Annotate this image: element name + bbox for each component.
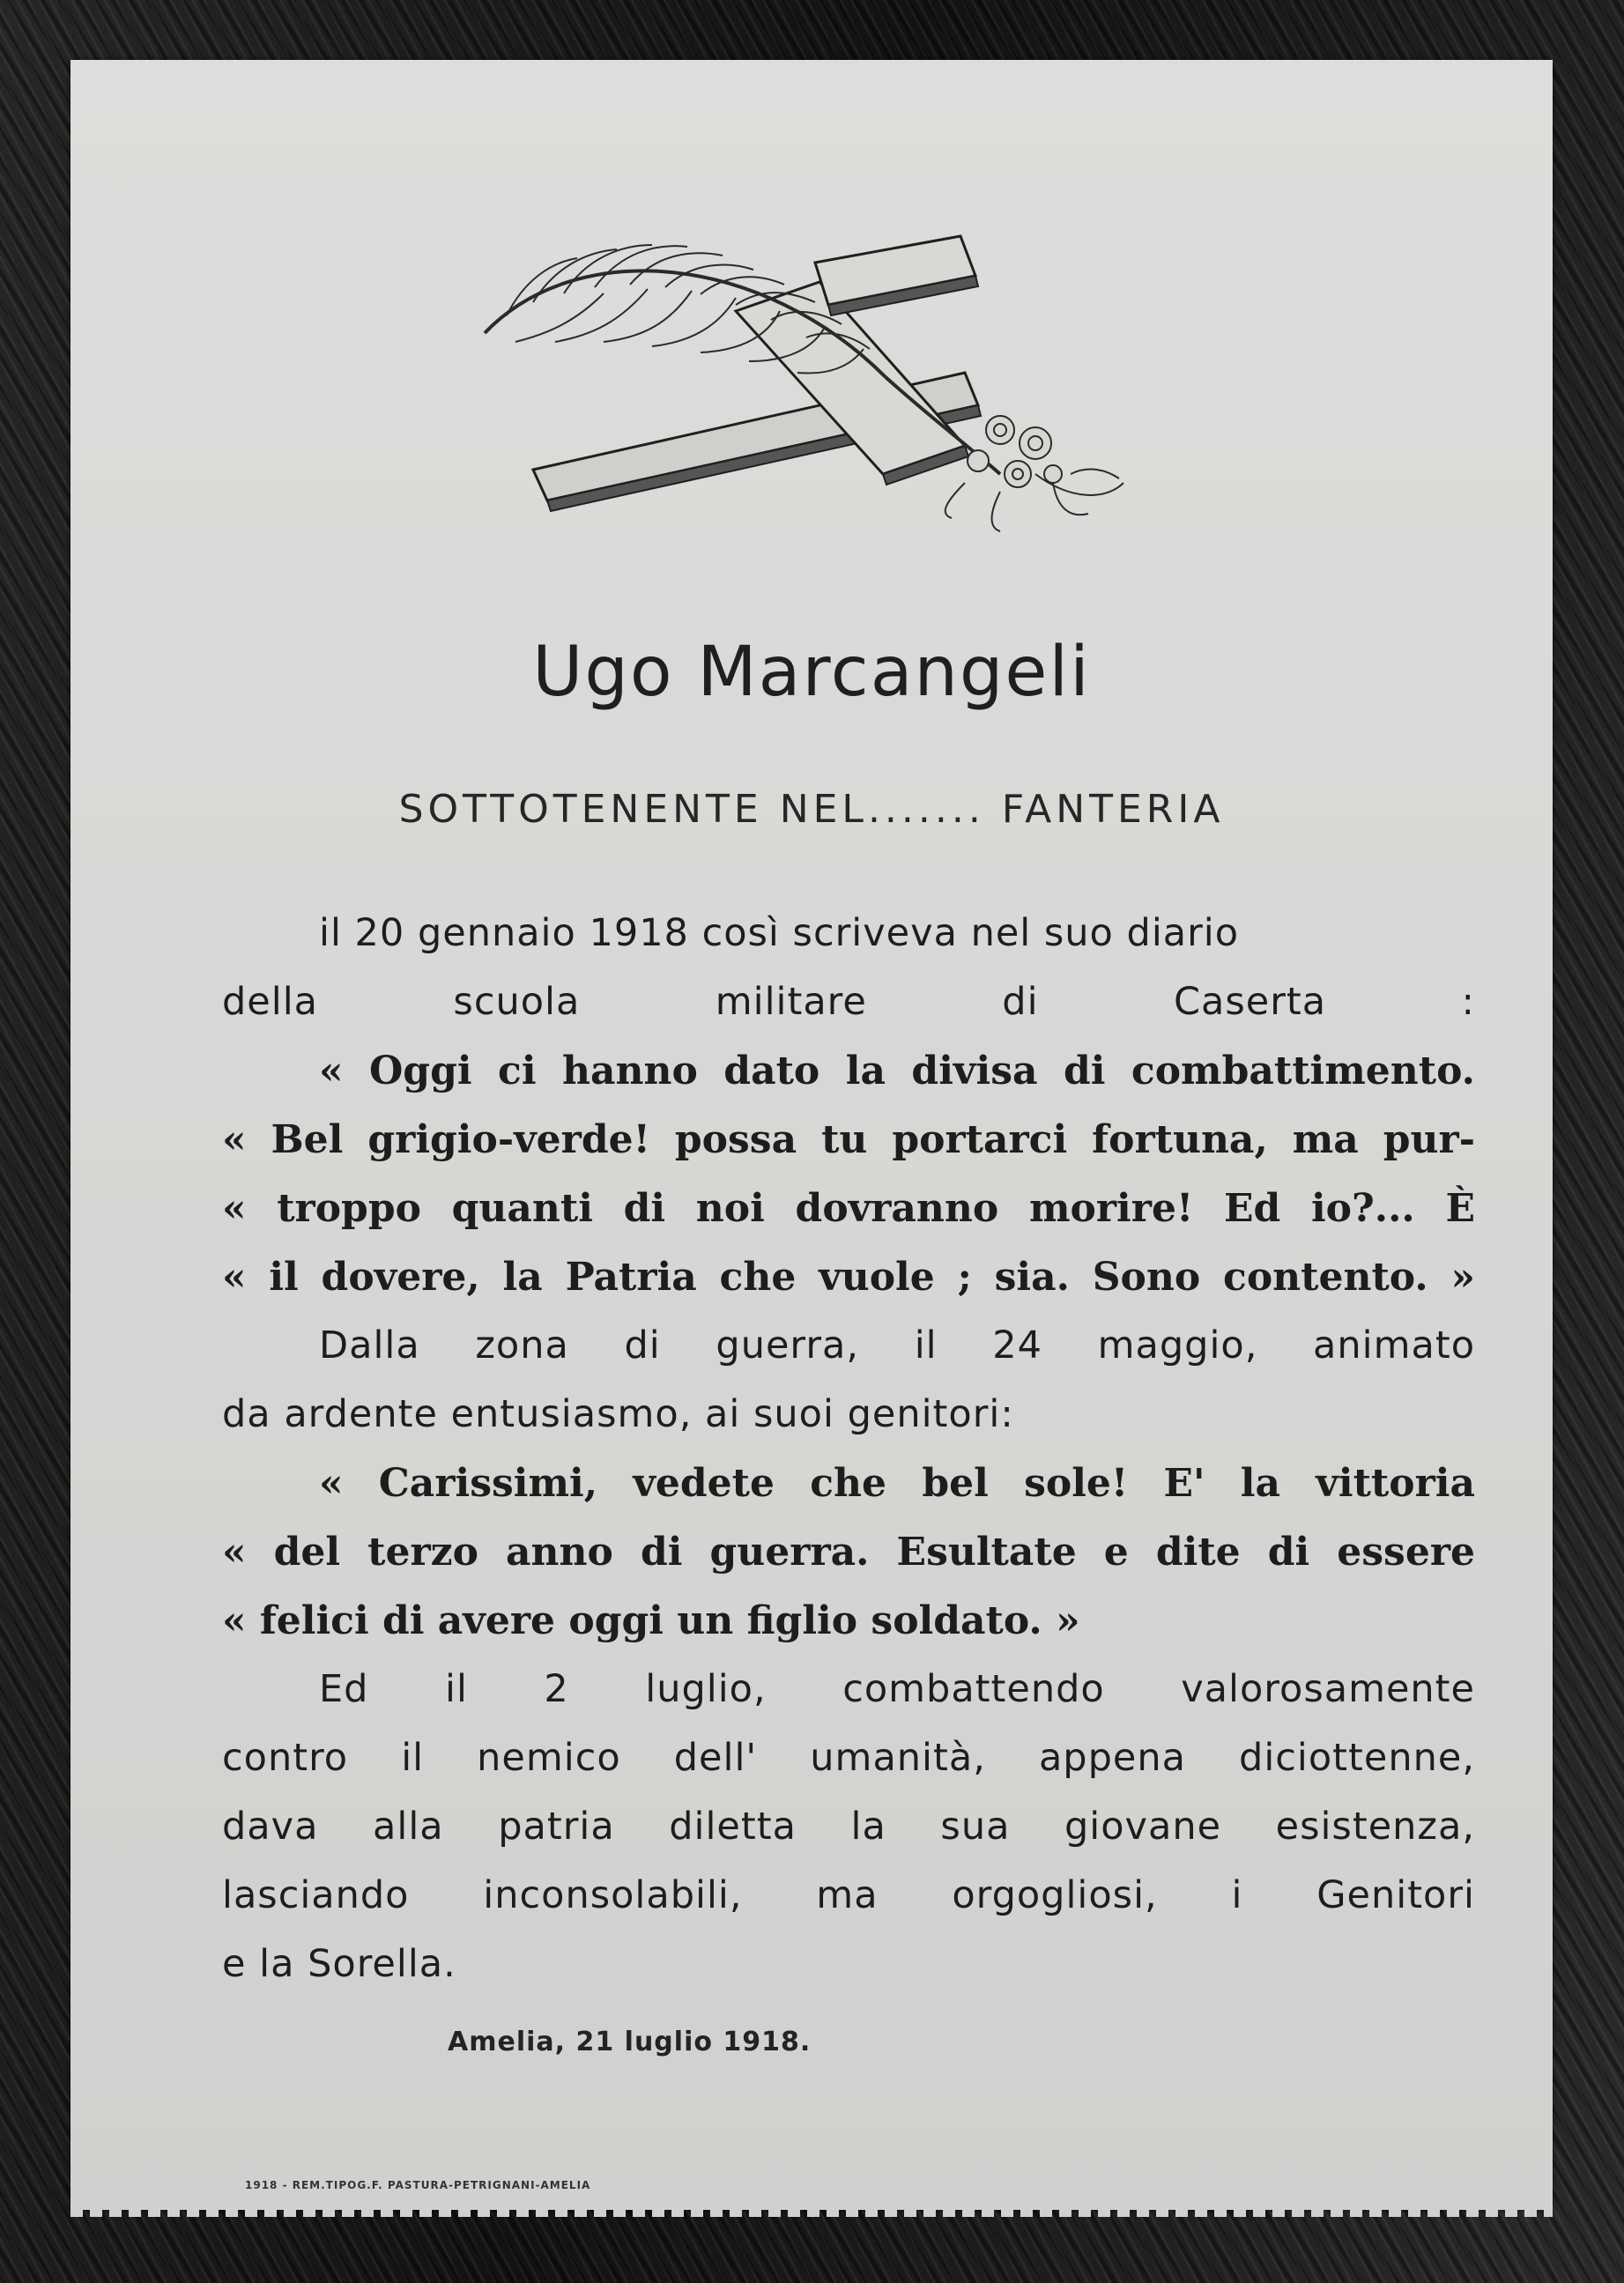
body-line: da ardente entusiasmo, ai suoi genitori: [222,1392,1014,1436]
body-line: Dalla zona di guerra, il 24 maggio, animato [319,1323,1475,1368]
quote-line: « del terzo anno di guerra. Esultate e dite di essere [222,1530,1475,1575]
quote-line: « Oggi ci hanno dato la divisa di combattimento. [319,1049,1475,1093]
body-line: Ed il 2 luglio, combattendo valorosamente [319,1667,1475,1711]
cross-and-palm-emblem [471,210,1264,597]
printer-imprint: 1918 - REM.TIPOG.F. PASTURA-PETRIGNANI-AMELIA [245,2179,591,2191]
perforated-edge [70,2205,1553,2217]
body-line: dava alla patria diletta la sua giovane esistenza, [222,1805,1475,1849]
place-and-date: Amelia, 21 luglio 1918. [448,2027,812,2057]
body-line: contro il nemico dell' umanità, appena diciottenne, [222,1736,1475,1780]
memorial-card [70,60,1553,2210]
flower-bouquet-icon [945,416,1123,531]
quote-line: « il dovere, la Patria che vuole ; sia. Sono contento. » [222,1255,1475,1300]
quote-line: « Bel grigio-verde! possa tu portarci fortuna, ma pur- [222,1117,1475,1162]
quote-line: « troppo quanti di noi dovranno morire! Ed io?... È [222,1186,1475,1231]
military-rank: SOTTOTENENTE NEL....... FANTERIA [398,787,1225,832]
quote-line: « felici di avere oggi un figlio soldato. » [222,1598,1080,1643]
body-line: lasciando inconsolabili, ma orgogliosi, i Genitori [222,1873,1475,1917]
body-line: e la Sorella. [222,1942,456,1986]
body-line: della scuola militare di Caserta : [222,980,1475,1024]
body-line: il 20 gennaio 1918 così scriveva nel suo diario [319,911,1240,955]
deceased-name: Ugo Marcangeli [532,633,1091,712]
quote-line: « Carissimi, vedete che bel sole! E' la vittoria [319,1461,1475,1506]
